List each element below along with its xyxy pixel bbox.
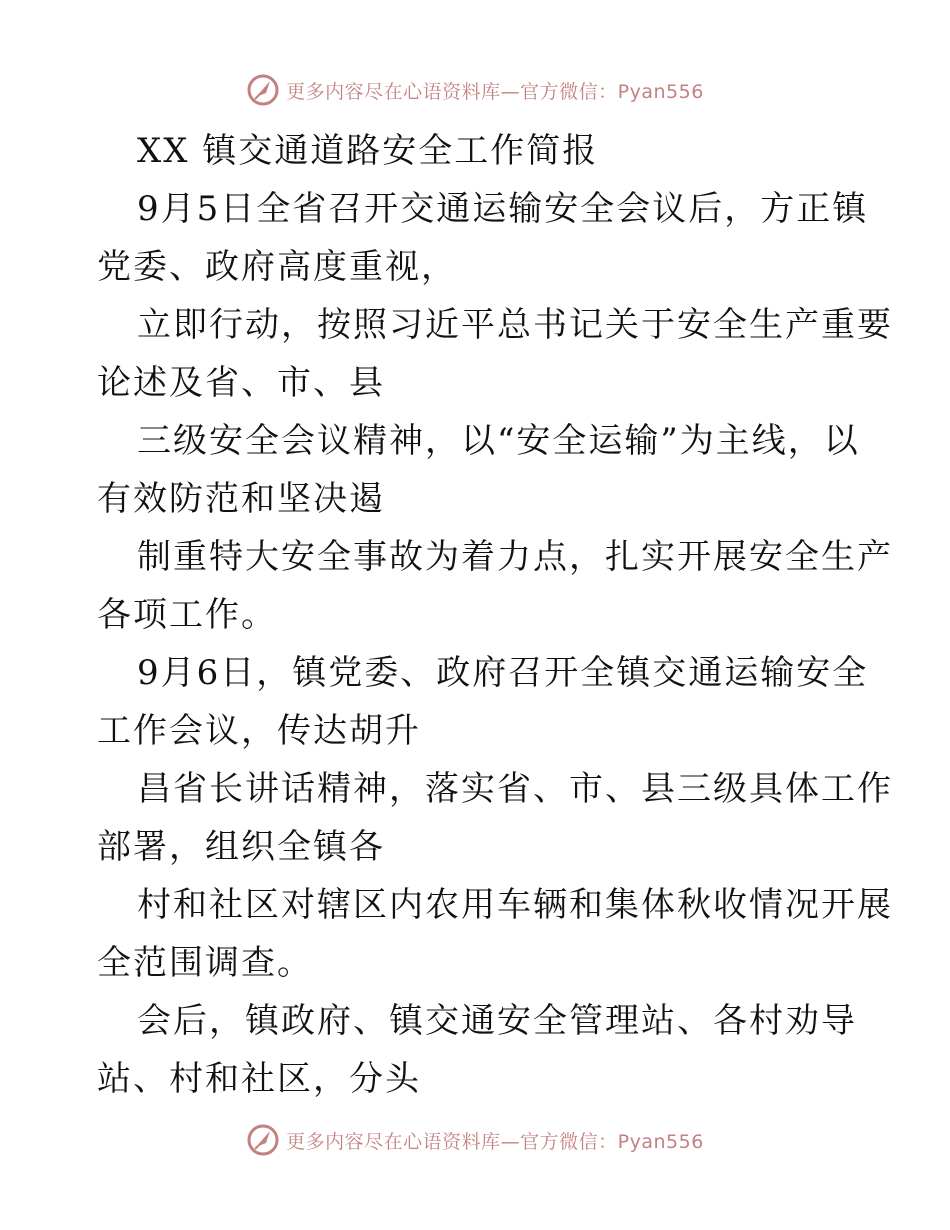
paragraph-line: 部署，组织全镇各 — [97, 827, 385, 867]
document-body — [97, 122, 893, 1108]
footer-watermark — [0, 1120, 950, 1160]
paragraph-line: 9月5日全省召开交通运输安全会议后，方正镇 — [137, 189, 869, 229]
quill-logo-icon — [246, 1123, 280, 1157]
paragraph-line: 村和社区对辖区内农用车辆和集体秋收情况开展 — [137, 885, 893, 925]
paragraph-line: 论述及省、市、县 — [97, 363, 385, 403]
paragraph-line: 有效防范和坚决遏 — [97, 479, 385, 519]
watermark-text: 更多内容尽在心语资料库—官方微信：Pyan556 — [286, 1130, 704, 1153]
paragraph-line: 三级安全会议精神，以“安全运输”为主线，以 — [137, 421, 860, 461]
paragraph-line: 党委、政府高度重视， — [97, 247, 457, 287]
watermark-text: 更多内容尽在心语资料库—官方微信：Pyan556 — [286, 80, 704, 103]
document-title: XX 镇交通道路安全工作简报 — [137, 131, 599, 171]
paragraph-line: 制重特大安全事故为着力点，扎实开展安全生产 — [137, 537, 893, 577]
quill-logo-icon — [246, 73, 280, 107]
paragraph-line: 会后，镇政府、镇交通安全管理站、各村劝导 — [137, 1001, 857, 1041]
paragraph-line: 9月6日，镇党委、政府召开全镇交通运输安全 — [137, 653, 869, 693]
paragraph-line: 立即行动，按照习近平总书记关于安全生产重要 — [137, 305, 893, 345]
paragraph-line: 昌省长讲话精神，落实省、市、县三级具体工作 — [137, 769, 893, 809]
paragraph-line: 工作会议，传达胡升 — [97, 711, 421, 751]
header-watermark — [0, 70, 950, 110]
paragraph-line: 站、村和社区，分头 — [97, 1059, 421, 1099]
paragraph-line: 各项工作。 — [97, 595, 277, 635]
paragraph-line: 全范围调查。 — [97, 943, 313, 983]
